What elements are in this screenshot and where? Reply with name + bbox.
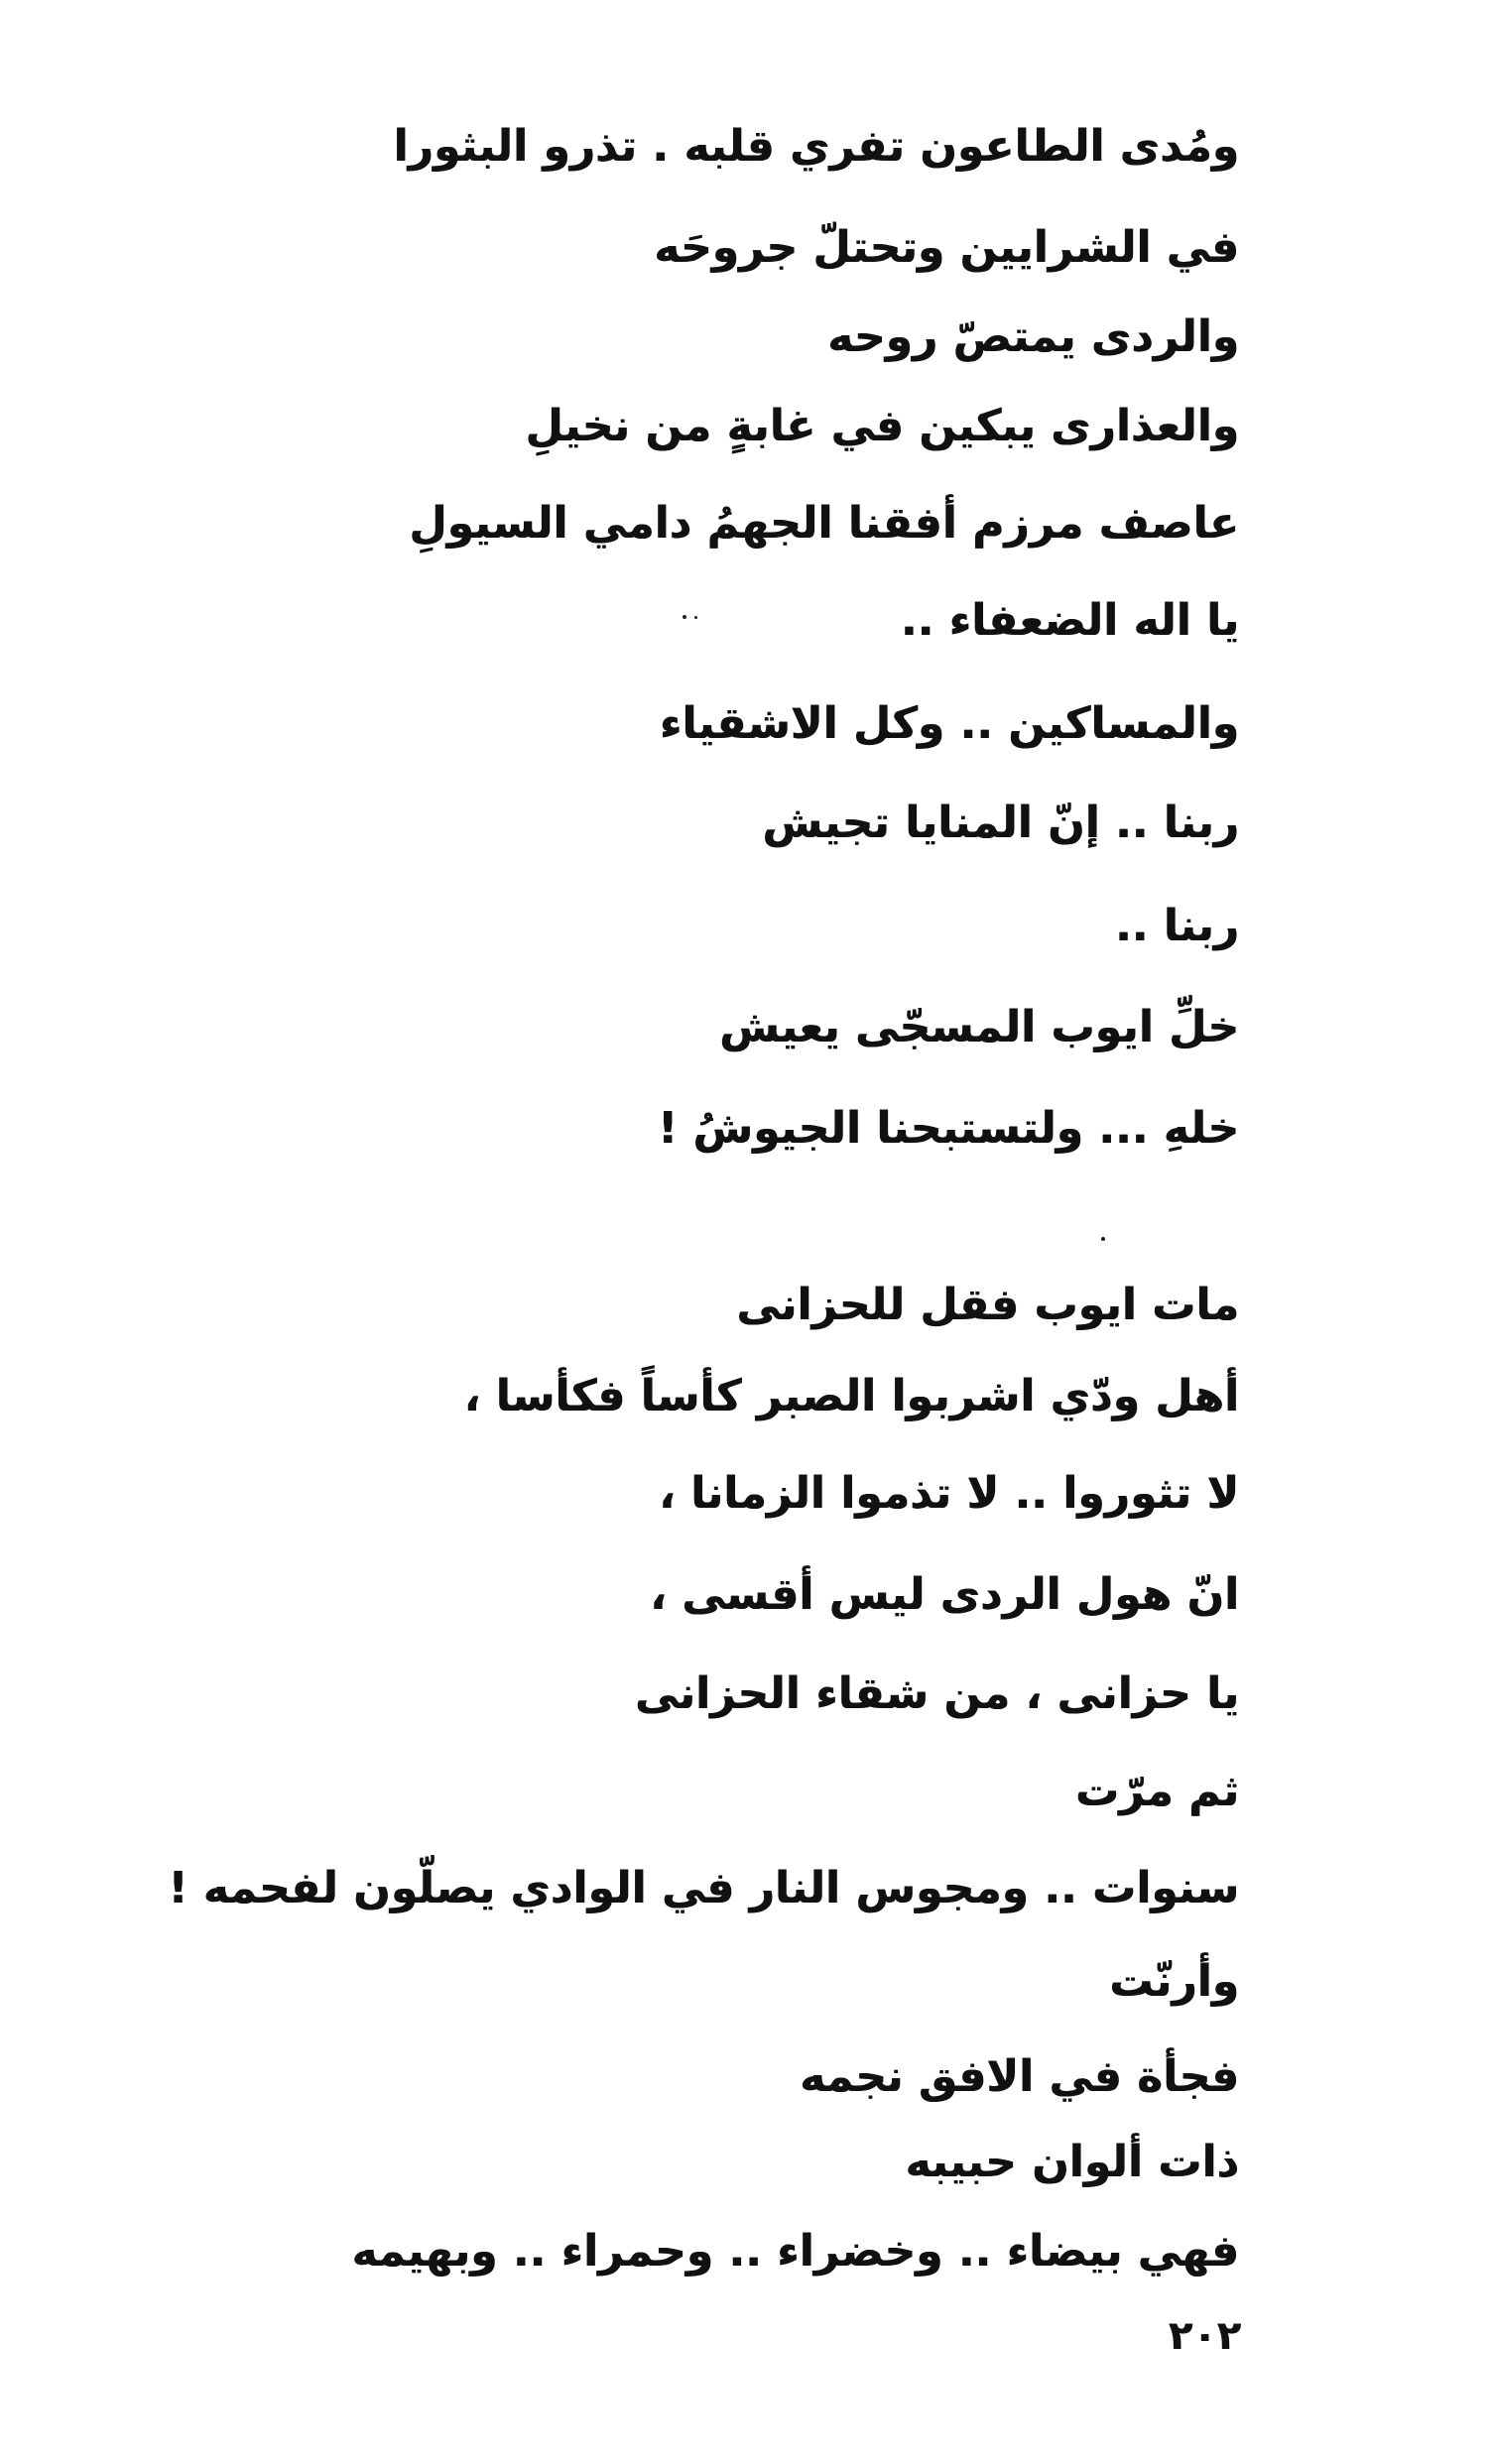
poem-line: فجأة في الافق نجمه	[799, 2051, 1239, 2102]
poem-line: وأرنّت	[1109, 1956, 1239, 2007]
poem-line: فهي بيضاء .. وخضراء .. وحمراء .. وبهيمه	[351, 2226, 1239, 2277]
poem-line: والمساكين .. وكل الاشقياء	[659, 698, 1239, 749]
print-speck	[694, 616, 697, 619]
poem-line: والعذارى يبكين في غابةٍ من نخيلِ	[525, 401, 1239, 451]
print-speck	[1101, 1237, 1105, 1241]
poem-line: عاصف مرزم أفقنا الجهمُ دامي السيولِ	[409, 498, 1239, 549]
poem-line: ربنا .. إنّ المنايا تجيش	[762, 798, 1239, 848]
print-speck	[683, 615, 686, 619]
poem-line: أهل ودّي اشربوا الصبر كأساً فكأسا ،	[463, 1371, 1239, 1421]
page-number: ٢٠٢	[1168, 2313, 1241, 2359]
poem-line: لا تثوروا .. لا تذموا الزمانا ،	[658, 1468, 1239, 1519]
poem-line: خلِّ ايوب المسجّى يعيش	[719, 1002, 1239, 1052]
poem-line: في الشرايين وتحتلّ جروحَه	[654, 222, 1239, 273]
poem-line: يا اله الضعفاء ..	[900, 595, 1239, 646]
poem-line: ومُدى الطاعون تفري قلبه . تذرو البثورا	[393, 121, 1239, 172]
poem-line: ربنا ..	[1114, 901, 1239, 951]
poem-line: ذات ألوان حبيبه	[905, 2137, 1239, 2187]
poem-line: خلهِ ... ولتستبحنا الجيوشُ !	[657, 1103, 1239, 1154]
poem-line: ثم مرّت	[1074, 1766, 1239, 1816]
poem-line: مات ايوب فقل للحزانى	[736, 1280, 1239, 1330]
poem-line: انّ هول الردى ليس أقسى ،	[650, 1569, 1239, 1620]
poem-line: يا حزانى ، من شقاء الحزانى	[634, 1668, 1239, 1719]
poem-line: والردى يمتصّ روحه	[827, 311, 1239, 362]
poem-line: سنوات .. ومجوس النار في الوادي يصلّون لفحمه !	[168, 1863, 1239, 1913]
